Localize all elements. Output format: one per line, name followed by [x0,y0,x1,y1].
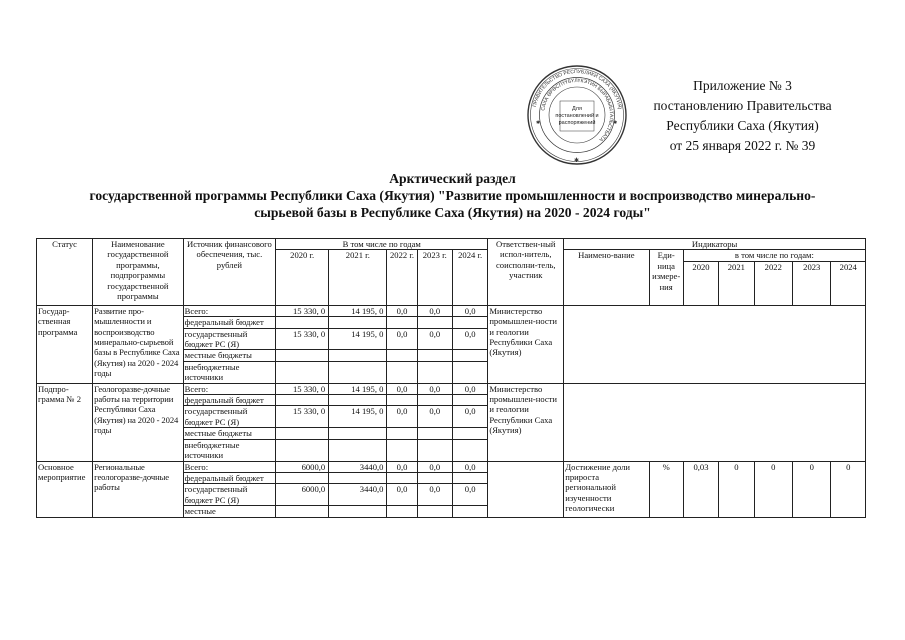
gp-source-0: Всего: [183,305,276,316]
sp-0-2022: 0,0 [387,383,417,394]
svg-text:✱: ✱ [574,157,580,164]
header-ind-2020: 2020 [683,261,718,305]
header-indicators: Индикаторы [564,239,866,250]
om-1-2023 [417,472,452,483]
om-indicator-2021: 0 [719,461,754,517]
om-status: Основное мероприятие [37,461,93,517]
gp-0-2024: 0,0 [452,305,487,316]
om-source-2: государственный бюджет РС (Я) [183,484,276,506]
om-2-2021: 3440,0 [329,484,387,506]
header-indicator-name: Наимено-вание [564,250,649,305]
appendix-number: Приложение № 3 [693,78,792,93]
header-year-2021: 2021 г. [329,250,387,305]
gp-4-2022 [387,361,417,383]
gp-4-2024 [452,361,487,383]
appendix-date: от 25 января 2022 г. № 39 [669,138,816,153]
gp-source-4: внебюджетные источники [183,361,276,383]
header-responsible: Ответствен-ный испол-нитель, соисполни-тель, участник [488,239,564,306]
gp-0-2022: 0,0 [387,305,417,316]
header-ind-2024: 2024 [831,261,866,305]
om-0-2023: 0,0 [417,461,452,472]
header-ind-2023: 2023 [793,261,831,305]
table-row [37,461,866,472]
om-2-2023: 0,0 [417,484,452,506]
sp-status: Подпро-грамма № 2 [37,383,93,461]
sp-3-2024 [452,428,487,439]
om-1-2021 [329,472,387,483]
gp-1-2023 [417,317,452,328]
om-indicator-2020: 0,03 [683,461,718,517]
om-indicator-2022: 0 [754,461,792,517]
gp-name: Развитие про-мышленности и воспроизводство минерально-сырьевой базы в Республике Саха (Якутия) на 2020 - 2024 годы [93,305,183,383]
title-line-1: Арктический раздел [389,171,516,186]
gp-3-2020 [276,350,329,361]
om-indicator-2023: 0 [793,461,831,517]
sp-2-2020: 15 330, 0 [276,406,329,428]
sp-0-2024: 0,0 [452,383,487,394]
sp-source-3: местные бюджеты [183,428,276,439]
sp-source-1: федеральный бюджет [183,395,276,406]
header-program-name: Наименование государственной программы, подпрограммы государственной программы [93,239,183,306]
gp-responsible: Министерство промышлен-ности и геологии Республики Саха (Якутия) [488,305,564,383]
sp-3-2022 [387,428,417,439]
header-year-2024: 2024 г. [452,250,487,305]
sp-4-2020 [276,439,329,461]
om-source-0: Всего: [183,461,276,472]
sp-source-4: внебюджетные источники [183,439,276,461]
om-0-2020: 6000,0 [276,461,329,472]
gp-0-2021: 14 195, 0 [329,305,387,316]
om-source-1: федеральный бюджет [183,472,276,483]
gp-indicators-empty [564,305,866,383]
gp-2-2023: 0,0 [417,328,452,350]
seal-outer-text: ПРАВИТЕЛЬСТВО РЕСПУБЛИКИ САХА (ЯКУТИЯ) [531,68,623,110]
sp-0-2021: 14 195, 0 [329,383,387,394]
om-2-2022: 0,0 [387,484,417,506]
sp-2-2023: 0,0 [417,406,452,428]
header-row-1 [37,239,866,250]
sp-name: Геологоразве-дочные работы на территории Республики Саха (Якутия) на 2020 - 2024 годы [93,383,183,461]
gp-3-2024 [452,350,487,361]
gp-source-1: федеральный бюджет [183,317,276,328]
sp-1-2024 [452,395,487,406]
sp-responsible: Министерство промышлен-ности и геологии Республики Саха (Якутия) [488,383,564,461]
sp-1-2021 [329,395,387,406]
gp-3-2021 [329,350,387,361]
om-0-2021: 3440,0 [329,461,387,472]
sp-source-2: государственный бюджет РС (Я) [183,406,276,428]
sp-2-2024: 0,0 [452,406,487,428]
gp-1-2022 [387,317,417,328]
table-row [37,383,866,394]
gp-2-2024: 0,0 [452,328,487,350]
svg-text:✱: ✱ [613,120,618,126]
header-year-2020: 2020 г. [276,250,329,305]
svg-text:✱: ✱ [536,120,541,126]
sp-1-2023 [417,395,452,406]
om-0-2024: 0,0 [452,461,487,472]
om-responsible [488,461,564,517]
om-3-2021 [329,506,387,517]
gp-3-2022 [387,350,417,361]
om-3-2022 [387,506,417,517]
sp-3-2021 [329,428,387,439]
sp-4-2023 [417,439,452,461]
sp-source-0: Всего: [183,383,276,394]
sp-0-2023: 0,0 [417,383,452,394]
om-indicator-name: Достижение доли прироста региональной изученности геологически [564,461,649,517]
seal-center-line3: распоряжений [558,120,596,126]
om-indicator-unit: % [649,461,683,517]
sp-2-2021: 14 195, 0 [329,406,387,428]
sp-0-2020: 15 330, 0 [276,383,329,394]
gp-source-2: государственный бюджет РС (Я) [183,328,276,350]
om-1-2020 [276,472,329,483]
gp-status: Государ-ственная программа [37,305,93,383]
gp-4-2021 [329,361,387,383]
gp-2-2021: 14 195, 0 [329,328,387,350]
om-3-2023 [417,506,452,517]
document-title [20,170,885,221]
gp-2-2022: 0,0 [387,328,417,350]
seal-center-line1: Для [572,106,582,112]
appendix-government: Республики Саха (Якутия) [666,118,819,133]
om-1-2022 [387,472,417,483]
gp-2-2020: 15 330, 0 [276,328,329,350]
seal-center-line2: постановлений и [555,113,599,119]
gp-0-2020: 15 330, 0 [276,305,329,316]
gp-4-2023 [417,361,452,383]
gp-source-3: местные бюджеты [183,350,276,361]
om-indicator-2024: 0 [831,461,866,517]
sp-4-2024 [452,439,487,461]
header-year-2023: 2023 г. [417,250,452,305]
sp-3-2020 [276,428,329,439]
header-ind-2022: 2022 [754,261,792,305]
om-0-2022: 0,0 [387,461,417,472]
header-status: Статус [37,239,93,306]
gp-0-2023: 0,0 [417,305,452,316]
gp-3-2023 [417,350,452,361]
sp-4-2022 [387,439,417,461]
gp-1-2020 [276,317,329,328]
sp-2-2022: 0,0 [387,406,417,428]
header-by-years: В том числе по годам [276,239,488,250]
gp-1-2024 [452,317,487,328]
om-2-2024: 0,0 [452,484,487,506]
header-ind-2021: 2021 [719,261,754,305]
title-line-3: сырьевой базы в Республике Саха (Якутия) на 2020 - 2024 годы" [254,205,651,220]
financing-table [36,238,866,518]
om-name: Региональные геологоразве-дочные работы [93,461,183,517]
header-unit: Еди-ница измере-ния [649,250,683,305]
om-3-2020 [276,506,329,517]
sp-indicators-empty [564,383,866,461]
appendix-resolution: постановлению Правительства [653,98,832,113]
title-line-2: государственной программы Республики Саха (Якутия) "Развитие промышленности и воспроизводство минерально- [89,188,816,203]
gp-4-2020 [276,361,329,383]
header-funding-source: Источник финансового обеспечения, тыс. рублей [183,239,276,306]
om-3-2024 [452,506,487,517]
appendix-header [600,76,885,156]
header-year-2022: 2022 г. [387,250,417,305]
sp-3-2023 [417,428,452,439]
sp-4-2021 [329,439,387,461]
table-row [37,305,866,316]
sp-1-2022 [387,395,417,406]
om-source-3: местные [183,506,276,517]
seal-inner-text: САХА ӨРӨСПҮҮБҮЛҮКЭТИН БЫРАБЫЫТАЛЬСТБАТА [540,77,615,143]
gp-1-2021 [329,317,387,328]
sp-1-2020 [276,395,329,406]
om-1-2024 [452,472,487,483]
om-2-2020: 6000,0 [276,484,329,506]
header-indicator-by-years: в том числе по годам: [683,250,865,261]
